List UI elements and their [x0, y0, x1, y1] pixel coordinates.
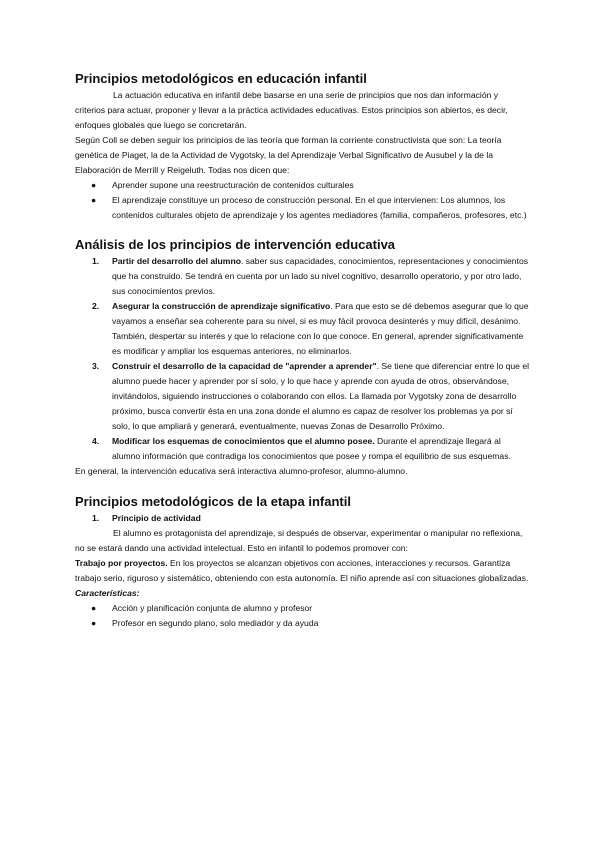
bullet-icon: ●: [91, 618, 97, 628]
paragraph: En general, la intervención educativa será interactiva alumno-profesor, alumno-alumno.: [75, 466, 408, 476]
bullet-icon: ●: [91, 603, 97, 613]
bullet-list: [75, 601, 530, 631]
list-item: ● Profesor en segundo plano, solo mediador y da ayuda: [75, 616, 530, 631]
list-item: ● El aprendizaje constituye un proceso de construcción personal. En el que intervienen: Los alumnos, los contenidos culturales objeto de aprendizaje y los agentes mediadores (familia, compañeros, profesores, etc.): [91, 195, 527, 220]
list-item: 4. Modificar los esquemas de conocimientos que el alumno posee. Durante el aprendizaje llegará al alumno información que contradiga los conocimientos que posee y rompa el equilibrio de sus esquemas.: [92, 436, 511, 461]
section-title: Principios metodológicos de la etapa infantil: [75, 494, 351, 509]
bullet-list: [75, 178, 530, 223]
bullet-icon: ●: [91, 180, 97, 190]
list-item: 3. Construir el desarrollo de la capacidad de "aprender a aprender". Se tiene que diferenciar entre lo que el alumno puede hacer y aprender por sí solo, y lo que hace y aprende con ayuda de otros, observándose, invitándolos, siguiendo instrucciones o colaborando con ellos. La llamada por Vygotsky zona de desarrollo próximo, busca convertir ésta en una zona donde el alumno es capaz de resolver los problemas ya por sí solo, lo que ampliará y generará, eventualmente, nuevas Zonas de Desarrollo Próximo.: [92, 361, 530, 431]
paragraph: El alumno es protagonista del aprendizaje, si después de observar, experimentar o manipular no reflexiona, no se estará dando una actividad intelectual. Esto en infantil lo podemos promover con:: [75, 528, 523, 553]
document-page: [75, 70, 530, 631]
characteristics-label: Características:: [75, 588, 140, 598]
bullet-icon: ●: [91, 195, 97, 205]
paragraph: Trabajo por proyectos. En los proyectos se alcanzan objetivos con acciones, interacciones y recursos. Garantiza trabajo serio, riguroso y sistemático, obteniendo con esta autonomía. El niño aprende así con situaciones globalizadas.: [75, 558, 529, 583]
section-title: Principios metodológicos en educación infantil: [75, 71, 367, 86]
paragraph: La actuación educativa en infantil debe basarse en una serie de principios que nos dan información y criterios para actuar, proponer y llevar a la práctica actividades educativas. Estos principios son abiertos, es decir, enfoques globales que luego se concretarán.: [75, 90, 508, 130]
list-item: 1. Partir del desarrollo del alumno. saber sus capacidades, conocimientos, representaciones y conocimientos que ha construido. Se tendrá en cuenta por un lado su nivel cognitivo, desarrollo operatorio, y por otro lado, sus conocimientos previos.: [92, 256, 529, 296]
section-title: Análisis de los principios de intervención educativa: [75, 237, 396, 252]
list-item: 2. Asegurar la construcción de aprendizaje significativo. Para que esto se dé debemos asegurar que lo que vayamos a enseñar sea coherente para su nivel, si es muy fácil provoca desinterés y muy difícil, desánimo. También, despertar su interés y que lo relacione con lo que conoce. En general, aprender significativamente es modificar y ampliar los esquemas anteriores, no eliminarlos.: [92, 301, 529, 356]
list-item: ● Aprender supone una reestructuración de contenidos culturales: [75, 178, 530, 193]
numbered-list: [75, 254, 530, 464]
subsection-title: 1. Principio de actividad: [92, 513, 201, 523]
paragraph: Según Coll se deben seguir los principios de las teoría que forman la corriente constructivista que son: La teoría genética de Piaget, la de la Actividad de Vygotsky, la del Aprendizaje Verbal Significativo de Ausubel y la de la Elaboración de Merrill y Reigeluth. Todas nos dicen que:: [75, 135, 502, 175]
list-item: ● Acción y planificación conjunta de alumno y profesor: [75, 601, 530, 616]
